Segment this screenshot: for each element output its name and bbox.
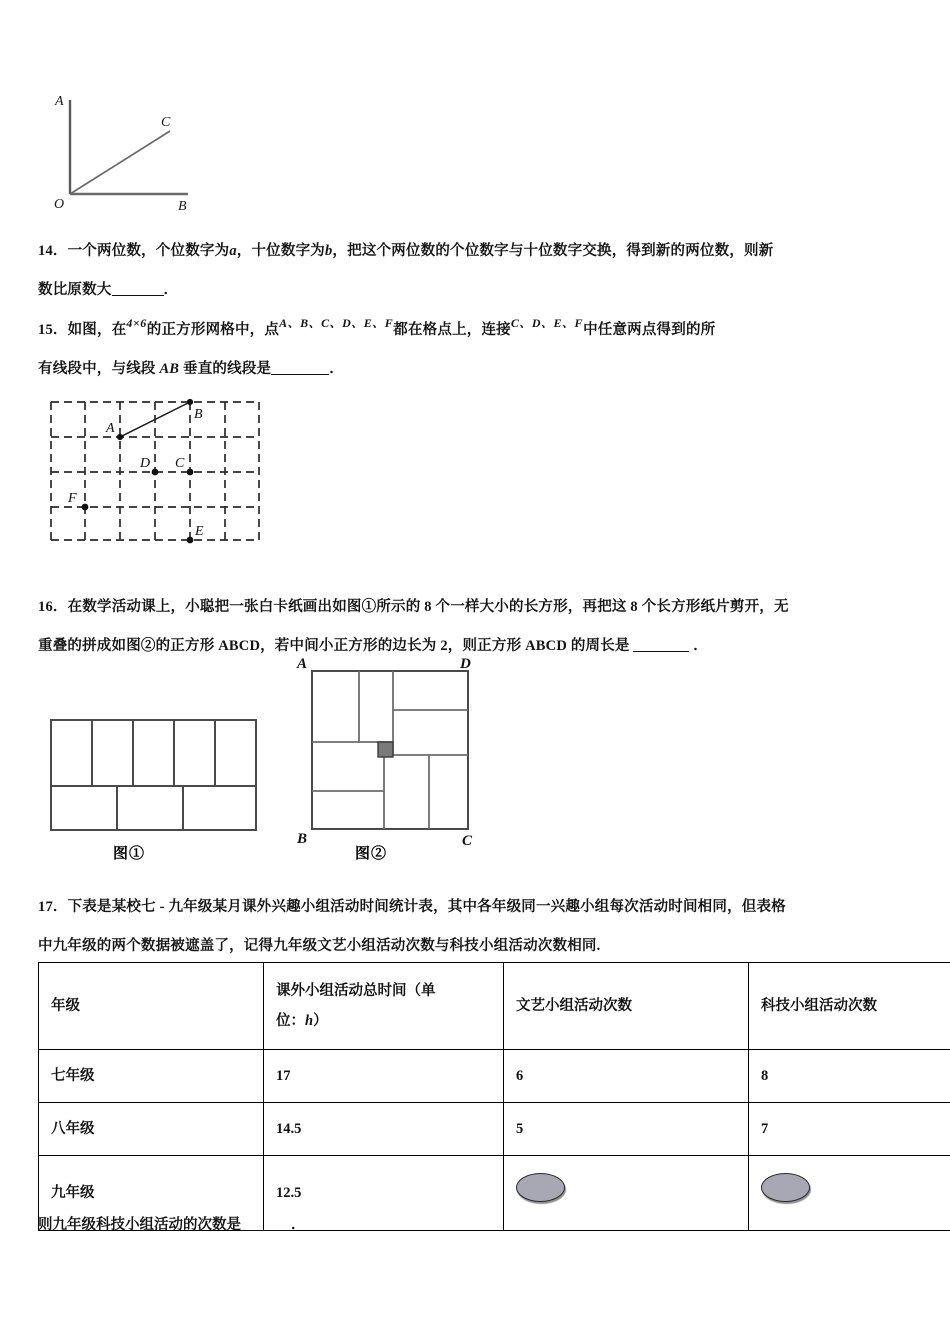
angle-label-B: B xyxy=(178,199,187,214)
question-15-line1c: 都在格点上，连接 xyxy=(393,322,511,338)
question-16-answer-blank[interactable] xyxy=(633,651,689,652)
table-row xyxy=(39,1050,950,1103)
row-tech-count-covered xyxy=(749,1156,950,1231)
row-grade: 八年级 xyxy=(39,1103,264,1156)
angle-label-C: C xyxy=(161,115,171,130)
question-15-segment-ab: AB xyxy=(159,361,180,377)
header-tech-count: 科技小组活动次数 xyxy=(749,963,950,1050)
question-16-line1: 在数学活动课上，小聪把一张白卡纸画出如图①所示的 8 个一样大小的长方形，再把这 8 个长方形纸片剪开，无 xyxy=(67,599,789,615)
question-16-number: 16． xyxy=(38,599,68,615)
header-total-line2a: 位： xyxy=(276,1013,305,1029)
grid-point-B xyxy=(187,399,193,405)
row-arts-count-covered xyxy=(504,1156,749,1231)
figure-two-caption: 图② xyxy=(355,846,388,862)
question-15-line2c: ． xyxy=(329,361,344,377)
question-15-line2b: 垂直的线段是 xyxy=(183,361,272,377)
angle-label-O: O xyxy=(54,197,65,212)
figure-one xyxy=(49,718,259,834)
row-total-hours: 17 xyxy=(264,1050,504,1103)
question-14-var-b: b xyxy=(324,243,333,259)
question-15-line1a: 如图，在 xyxy=(67,322,127,338)
question-17-number: 17． xyxy=(38,899,68,915)
row-arts-count: 6 xyxy=(504,1050,749,1103)
question-17-tail-b: ． xyxy=(291,1217,306,1233)
angle-figure-svg xyxy=(40,82,210,212)
question-15 xyxy=(38,304,923,389)
question-17-line2: 中九年级的两个数据被遮盖了，记得九年级文艺小组活动次数与科技小组活动次数相同. xyxy=(38,938,601,954)
grid-label-F: F xyxy=(68,491,77,506)
row-tech-count: 7 xyxy=(749,1103,950,1156)
grid-figure-svg xyxy=(47,396,263,544)
figure-two-label-A: A xyxy=(297,656,308,672)
covered-blob-icon xyxy=(761,1173,810,1202)
figure-one-svg xyxy=(49,718,259,834)
figure-two-svg xyxy=(296,658,496,848)
grid-label-D: D xyxy=(140,456,151,471)
question-14-answer-blank[interactable] xyxy=(112,295,164,296)
header-total-line1: 课外小组活动总时间（单 xyxy=(276,983,436,999)
question-16-line2b: ． xyxy=(693,638,708,654)
question-14-line2a: 数比原数大 xyxy=(38,282,112,298)
question-15-number: 15． xyxy=(38,322,68,338)
grid-label-A: A xyxy=(106,421,115,436)
row-grade: 九年级 xyxy=(39,1156,264,1231)
question-17 xyxy=(38,888,923,966)
question-15-answer-blank[interactable] xyxy=(271,374,329,375)
table-row xyxy=(39,1103,950,1156)
question-17-tail-a: 则九年级科技小组活动的次数是 xyxy=(38,1217,241,1233)
question-15-line2a: 有线段中，与线段 xyxy=(38,361,156,377)
question-14-number: 14． xyxy=(38,243,68,259)
header-total-hours xyxy=(264,963,504,1050)
grid-point-E xyxy=(187,537,194,544)
question-14-line2b: ． xyxy=(163,282,179,298)
grid-point-A xyxy=(117,434,123,440)
question-14-line1a: 一个两位数，个位数字为 xyxy=(67,243,230,259)
question-14-line1b: ，十位数字为 xyxy=(236,243,325,259)
activity-statistics-table xyxy=(38,962,950,1231)
grid-label-B: B xyxy=(194,407,203,422)
row-tech-count: 8 xyxy=(749,1050,950,1103)
header-arts-count: 文艺小组活动次数 xyxy=(504,963,749,1050)
question-14-var-a: a xyxy=(229,243,237,259)
question-17-tail xyxy=(38,1213,306,1234)
question-17-answer-blank[interactable] xyxy=(241,1230,291,1231)
header-total-unit: h xyxy=(305,1013,314,1029)
figure-two-label-D: D xyxy=(460,656,471,672)
figure-two-label-B: B xyxy=(297,831,308,847)
grid-figure xyxy=(47,396,263,544)
grid-point-F xyxy=(82,504,89,511)
grid-label-C: C xyxy=(175,456,185,471)
header-total-line2b: ） xyxy=(313,1013,328,1029)
header-grade: 年级 xyxy=(39,963,264,1050)
grid-label-E: E xyxy=(195,524,204,539)
figure-two xyxy=(296,658,496,848)
row-grade: 七年级 xyxy=(39,1050,264,1103)
question-14-line1c: ，把这个两位数的个位数字与十位数字交换，得到新的两位数，则新 xyxy=(332,243,774,259)
question-14 xyxy=(38,232,918,310)
row-arts-count: 5 xyxy=(504,1103,749,1156)
figure-two-label-C: C xyxy=(462,833,473,849)
table-header-row xyxy=(39,963,950,1050)
ray-OC xyxy=(70,131,170,194)
row-total-hours: 14.5 xyxy=(264,1103,504,1156)
row-total-hours: 12.5 xyxy=(264,1156,504,1231)
grid-point-C xyxy=(187,469,194,476)
question-17-line1: 下表是某校七 - 九年级某月课外兴趣小组活动时间统计表，其中各年级同一兴趣小组每次活动时间相同，但表格 xyxy=(67,899,786,915)
question-16 xyxy=(38,588,923,666)
question-15-line1d: 中任意两点得到的所 xyxy=(583,322,716,338)
figure-one-rectangles xyxy=(51,720,256,830)
covered-blob-icon xyxy=(516,1173,565,1202)
angle-label-A: A xyxy=(55,94,64,109)
angle-figure xyxy=(40,82,210,212)
center-small-square xyxy=(378,742,393,757)
grid-point-D xyxy=(152,469,159,476)
question-15-sup-points: A、B、C、D、E、F xyxy=(279,316,394,330)
question-15-line1b: 的正方形网格中，点 xyxy=(146,322,280,338)
figure-one-caption: 图① xyxy=(113,846,146,862)
question-15-sup-dimension: 4×6 xyxy=(126,316,147,330)
question-16-line2a: 重叠的拼成如图②的正方形 ABCD，若中间小正方形的边长为 2，则正方形 ABCD 的周长是 xyxy=(38,638,630,654)
question-15-sup-subset: C、D、E、F xyxy=(510,316,584,330)
